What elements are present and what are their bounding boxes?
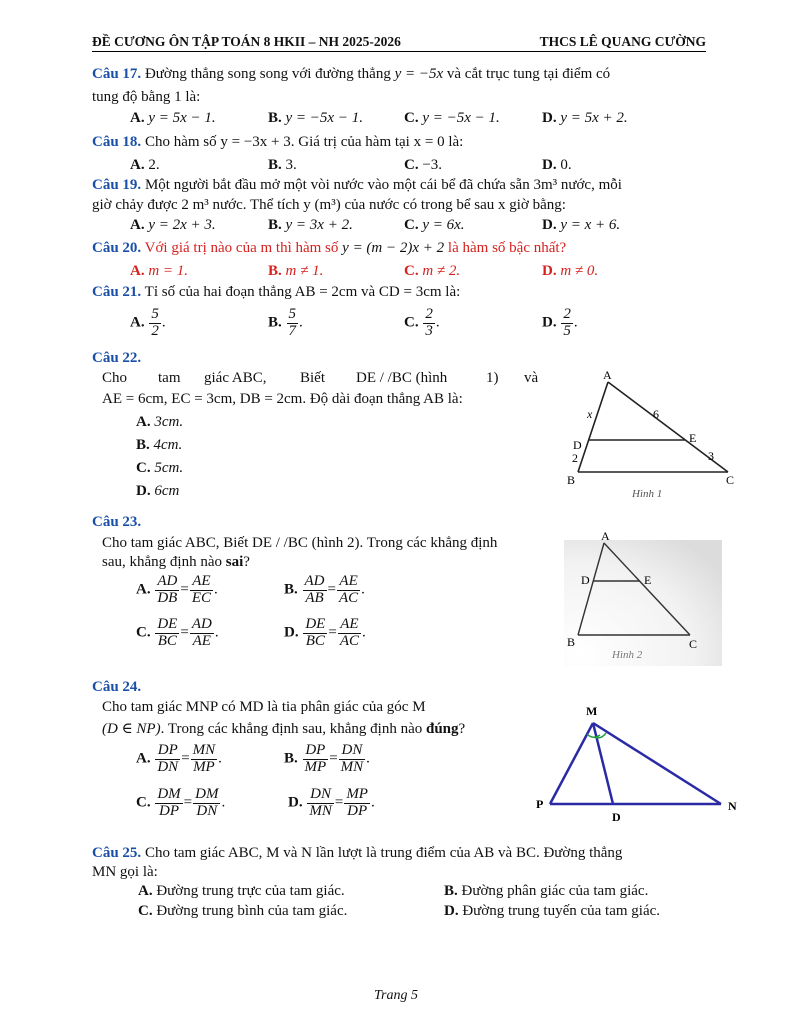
label-a: A <box>603 368 612 382</box>
label-e: E <box>689 431 697 445</box>
q24-keyword: đúng <box>425 721 459 737</box>
option-label: A. <box>136 414 151 430</box>
label-n: N <box>728 799 737 813</box>
q18-option-b[interactable] <box>268 157 297 174</box>
figure-1-caption: Hình 1 <box>632 488 663 500</box>
numerator: AD <box>191 616 212 632</box>
label-c: C <box>726 473 735 487</box>
q24-option-d[interactable]: D. $\frac{DN}{MN}$ = $\frac{MP}{DP}$ . <box>288 786 375 819</box>
q21-number: Câu 21. <box>92 284 142 300</box>
q25-option-d[interactable] <box>444 903 660 920</box>
q19-option-d[interactable] <box>542 217 620 234</box>
q25-text2: MN gọi là: <box>92 864 158 880</box>
q19-number: Câu 19. <box>92 177 142 193</box>
q23-option-a[interactable]: A. $\frac{AD}{DB}$ = $\frac{AE}{EC}$ . <box>136 573 218 606</box>
label-b: B <box>567 473 576 487</box>
label-x: x <box>587 407 593 421</box>
numerator: 2 <box>425 306 433 322</box>
numerator: 5 <box>288 306 297 322</box>
segment-mp <box>550 723 593 804</box>
q22-text2: AE = 6cm, EC = 3cm, DB = 2cm. Độ dài đoạn thẳng AB là: <box>102 391 463 407</box>
option-text: 3. <box>285 157 297 173</box>
numerator: DE <box>305 616 326 632</box>
q20-option-b[interactable] <box>268 263 323 280</box>
numerator: DE <box>157 616 178 632</box>
fraction-left <box>155 787 182 820</box>
q25-option-a[interactable] <box>138 883 345 900</box>
fraction-left <box>303 617 327 650</box>
option-text: 4cm. <box>153 437 183 453</box>
option-text: 0. <box>560 157 572 173</box>
option-label: D. <box>542 110 557 126</box>
q22-w7: và <box>524 370 539 386</box>
option-label: B. <box>444 883 458 899</box>
q17-text1: Đường thẳng song song với đường thẳng <box>144 66 391 82</box>
denominator: DB <box>157 589 178 606</box>
header-title: ĐỀ CƯƠNG ÔN TẬP TOÁN 8 HKII – NH 2025-2026 <box>92 34 401 49</box>
fraction-left <box>155 574 179 607</box>
q23-line2 <box>102 554 250 571</box>
denominator: 2 <box>151 322 159 339</box>
option-fraction <box>561 307 573 340</box>
option-label: A. <box>130 217 145 233</box>
numerator: 5 <box>151 306 159 322</box>
denominator: AB <box>305 589 324 606</box>
option-text: Đường trung bình của tam giác. <box>156 903 348 919</box>
fraction-right <box>190 617 214 650</box>
q22-w2: tam <box>158 370 181 386</box>
option-label: B. <box>284 581 298 598</box>
option-label: B. <box>284 750 298 767</box>
numerator: 2 <box>563 306 571 322</box>
angle-mark-1 <box>587 734 600 737</box>
fraction-right <box>191 743 218 776</box>
fraction-right <box>193 787 220 820</box>
option-text: 3cm. <box>154 414 184 430</box>
q25-number: Câu 25. <box>92 845 142 861</box>
option-label: C. <box>136 460 151 476</box>
q20-text2: là hàm số bậc nhất? <box>447 240 567 256</box>
fraction-right <box>337 574 360 607</box>
q24-text2b: . Trong các khẳng định sau, khẳng định nào <box>160 721 423 737</box>
numerator: DM <box>195 786 219 802</box>
option-text: m ≠ 2. <box>422 263 461 279</box>
label-three: 3 <box>708 449 714 463</box>
option-text: y = 5x + 2. <box>560 110 628 126</box>
option-text: −3. <box>422 157 443 173</box>
q24-option-a[interactable]: A. $\frac{DP}{DN}$ = $\frac{MN}{MP}$ . <box>136 742 222 775</box>
option-text: Đường phân giác của tam giác. <box>461 883 649 899</box>
denominator: BC <box>157 632 177 649</box>
option-text: y = 6x. <box>422 217 465 233</box>
option-label: C. <box>136 624 151 641</box>
denominator: AC <box>338 589 359 606</box>
q17-option-b[interactable] <box>268 110 363 127</box>
option-text: y = 2x + 3. <box>148 217 216 233</box>
option-label: B. <box>268 263 282 279</box>
figure-3 <box>530 698 750 828</box>
option-text: y = 3x + 2. <box>285 217 353 233</box>
figure-1 <box>560 366 750 506</box>
option-label: B. <box>268 217 282 233</box>
q21-option-b[interactable]: B. $\frac{5}{7}$ . <box>268 306 303 339</box>
q20-eq: y = (m − 2)x + 2 <box>342 240 445 256</box>
q23-keyword: sai <box>225 554 244 570</box>
q22-w4: Biết <box>300 370 325 386</box>
option-label: C. <box>138 903 153 919</box>
numerator: DP <box>303 743 329 760</box>
option-fraction <box>423 307 435 340</box>
option-label: C. <box>404 314 419 331</box>
option-text: y = −5x − 1. <box>285 110 363 126</box>
option-label: A. <box>130 314 145 331</box>
numerator: AD <box>157 573 178 589</box>
q22-w1: Cho <box>102 370 128 386</box>
q23-number: Câu 23. <box>92 514 142 530</box>
q20-option-c[interactable] <box>404 263 460 280</box>
q17-number: Câu 17. <box>92 66 142 82</box>
q21-text: Tỉ số của hai đoạn thẳng AB = 2cm và CD = 3cm là: <box>144 284 461 300</box>
option-label: D. <box>542 157 557 173</box>
q23-text2a: sau, khẳng định nào <box>102 554 222 570</box>
option-label: A. <box>130 157 145 173</box>
numerator: DP <box>155 743 180 760</box>
denominator: MN <box>340 758 364 775</box>
option-label: C. <box>404 157 419 173</box>
denominator: 3 <box>425 322 433 339</box>
figure-2-caption: Hình 2 <box>612 649 643 661</box>
denominator: MP <box>193 758 215 775</box>
fraction-left <box>155 617 179 650</box>
fraction-right <box>344 787 370 820</box>
q21-option-d[interactable]: D. $\frac{2}{5}$ . <box>542 306 578 339</box>
q22-w6: 1) <box>486 370 499 386</box>
q24-line2 <box>102 719 465 738</box>
q25-line1 <box>92 845 622 862</box>
option-label: D. <box>444 903 459 919</box>
denominator: BC <box>305 632 325 649</box>
option-label: B. <box>268 157 282 173</box>
segment-ab <box>578 382 608 472</box>
q24-option-c[interactable]: C. $\frac{DM}{DP}$ = $\frac{DM}{DN}$ . <box>136 786 226 819</box>
q17-option-c[interactable] <box>404 110 500 127</box>
q20-line1 <box>92 240 566 257</box>
header-rule <box>92 51 706 52</box>
option-label: C. <box>404 263 419 279</box>
label-two: 2 <box>572 451 578 465</box>
option-label: D. <box>284 624 299 641</box>
numerator: DM <box>157 786 181 802</box>
denominator: DP <box>347 802 368 819</box>
q18-option-c[interactable] <box>404 157 442 174</box>
denominator: 7 <box>288 322 297 339</box>
label-e: E <box>644 573 652 587</box>
numerator: AE <box>338 617 361 634</box>
q19-text1: Một người bắt đầu mở một vòi nước vào một cái bể đã chứa sẵn 3m³ nước, mỗi <box>144 177 622 193</box>
option-text: Đường trung tuyến của tam giác. <box>462 903 661 919</box>
label-b: B <box>567 635 576 649</box>
option-label: C. <box>404 110 419 126</box>
option-label: B. <box>268 110 282 126</box>
q25-text1: Cho tam giác ABC, M và N lần lượt là trung điểm của AB và BC. Đường thẳng <box>144 845 623 861</box>
fraction-left <box>303 743 329 776</box>
numerator: AE <box>190 574 213 591</box>
q23-text2c: ? <box>243 554 250 570</box>
q18-line1 <box>92 134 463 151</box>
denominator: DN <box>196 802 218 819</box>
numerator: DN <box>307 787 334 804</box>
q18-text: Cho hàm số y = −3x + 3. Giá trị của hàm tại x = 0 là: <box>144 134 464 150</box>
option-text: y = −5x − 1. <box>422 110 500 126</box>
q24-text2a: (D ∈ NP) <box>102 721 161 737</box>
q20-option-d[interactable] <box>542 263 598 280</box>
option-label: C. <box>404 217 419 233</box>
q20-text1: Với giá trị nào của m thì hàm số <box>144 240 339 256</box>
q18-option-d[interactable] <box>542 157 572 174</box>
q19-text2: giờ chảy được 2 m³ nước. Thể tích y (m³) của nước có trong bể sau x giờ bằng: <box>92 197 566 213</box>
q17-eq: y = −5x <box>394 66 444 82</box>
option-label: D. <box>136 483 151 499</box>
label-d: D <box>612 810 621 824</box>
q23-option-b[interactable]: B. $\frac{AD}{AB}$ = $\frac{AE}{AC}$ . <box>284 573 365 606</box>
option-text: y = 5x − 1. <box>148 110 216 126</box>
option-text: 2. <box>148 157 160 173</box>
q21-option-c[interactable]: C. $\frac{2}{3}$ . <box>404 306 440 339</box>
fraction-left <box>155 743 180 776</box>
header-school: THCS LÊ QUANG CƯỜNG <box>539 34 706 49</box>
q24-text1: Cho tam giác MNP có MD là tia phân giác của góc M <box>102 699 426 715</box>
q17-option-d[interactable] <box>542 110 628 127</box>
q18-number: Câu 18. <box>92 134 142 150</box>
q22-w3: giác ABC, <box>204 370 267 386</box>
denominator: AC <box>339 632 359 649</box>
q23-option-c[interactable]: C. $\frac{DE}{BC}$ = $\frac{AD}{AE}$ . <box>136 616 219 649</box>
q17-text2: và cắt trục tung tại điểm có <box>446 66 611 82</box>
option-label: B. <box>136 437 150 453</box>
q19-option-b[interactable] <box>268 217 353 234</box>
option-label: A. <box>130 110 145 126</box>
q17-text3: tung độ bằng 1 là: <box>92 89 201 105</box>
q22-option-a[interactable] <box>136 414 183 431</box>
label-six: 6 <box>653 407 659 421</box>
denominator: DN <box>157 758 179 775</box>
fraction-right <box>190 574 213 607</box>
option-label: A. <box>130 263 145 279</box>
numerator: AD <box>304 573 325 589</box>
denominator: 5 <box>563 322 571 339</box>
option-fraction <box>149 307 161 340</box>
option-text: y = x + 6. <box>560 217 621 233</box>
q22-option-b[interactable] <box>136 437 182 454</box>
option-text: 6cm <box>154 483 180 499</box>
option-label: A. <box>136 750 151 767</box>
label-d: D <box>573 438 582 452</box>
option-text: m ≠ 1. <box>285 263 324 279</box>
option-label: D. <box>542 217 557 233</box>
label-a: A <box>601 529 610 543</box>
option-label: A. <box>138 883 153 899</box>
option-text: m ≠ 0. <box>560 263 599 279</box>
q24-option-b[interactable]: B. $\frac{DP}{MP}$ = $\frac{DN}{MN}$ . <box>284 742 370 775</box>
q17-option-a[interactable] <box>130 110 216 127</box>
segment-mn <box>593 723 721 804</box>
option-label: D. <box>542 314 557 331</box>
fraction-right <box>339 743 366 776</box>
q22-option-d[interactable] <box>136 483 179 500</box>
q22-option-c[interactable] <box>136 460 183 477</box>
q22-w5: DE / /BC (hình <box>356 370 448 386</box>
q24-text2d: ? <box>458 721 466 737</box>
label-p: P <box>536 797 544 811</box>
denominator: MP <box>304 758 327 775</box>
q24-number: Câu 24. <box>92 679 142 695</box>
option-text: Đường trung trực của tam giác. <box>156 883 345 899</box>
fraction-left <box>303 574 327 607</box>
q17-line1 <box>92 66 610 83</box>
q18-option-a[interactable] <box>130 157 160 174</box>
option-label: A. <box>136 581 151 598</box>
q23-text1: Cho tam giác ABC, Biết DE / /BC (hình 2). Trong các khẳng định <box>102 535 498 551</box>
q23-option-d[interactable]: D. $\frac{DE}{BC}$ = $\frac{AE}{AC}$ . <box>284 616 366 649</box>
numerator: AE <box>337 574 360 591</box>
numerator: DN <box>339 743 366 760</box>
denominator: EC <box>191 589 211 606</box>
q19-option-a[interactable] <box>130 217 216 234</box>
option-label: D. <box>542 263 557 279</box>
denominator: DP <box>159 802 179 819</box>
label-m: M <box>586 704 598 718</box>
fraction-left <box>307 787 334 820</box>
denominator: AE <box>192 632 211 649</box>
option-label: C. <box>136 794 151 811</box>
q20-option-a[interactable] <box>130 263 188 280</box>
option-label: D. <box>288 794 303 811</box>
q25-option-c[interactable] <box>138 903 347 920</box>
q19-line1 <box>92 177 622 194</box>
option-label: B. <box>268 314 282 331</box>
q19-option-c[interactable] <box>404 217 465 234</box>
q22-number: Câu 22. <box>92 350 142 366</box>
denominator: MN <box>309 802 332 819</box>
figure-2 <box>564 528 724 668</box>
option-text: 5cm. <box>154 460 184 476</box>
q25-option-b[interactable] <box>444 883 648 900</box>
page-number: Trang 5 <box>374 988 418 1003</box>
q21-option-a[interactable]: A. $\frac{5}{2}$ . <box>130 306 166 339</box>
option-text: m = 1. <box>148 263 189 279</box>
numerator: MP <box>346 786 368 802</box>
numerator: MN <box>192 742 216 758</box>
option-fraction <box>287 307 299 340</box>
label-c: C <box>689 637 698 651</box>
q20-number: Câu 20. <box>92 240 142 256</box>
q21-line1 <box>92 284 460 301</box>
fraction-right <box>338 617 361 650</box>
label-d: D <box>581 573 590 587</box>
